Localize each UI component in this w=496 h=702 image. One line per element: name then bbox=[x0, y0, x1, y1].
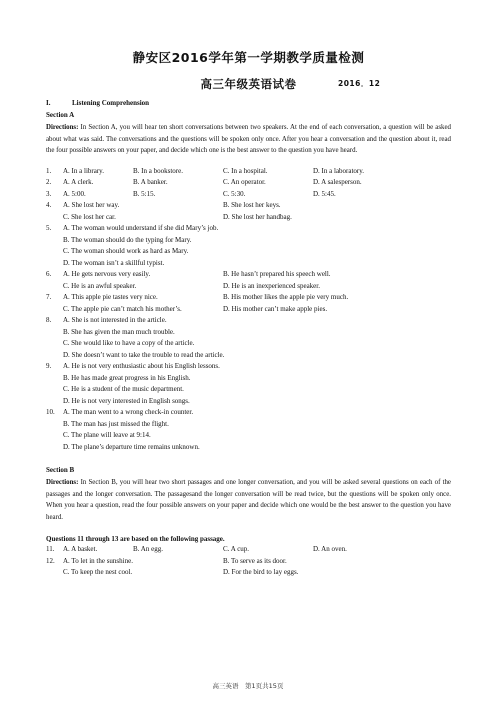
answer-option: A. She lost her way. bbox=[63, 201, 120, 209]
question-number: 4. bbox=[46, 201, 52, 209]
answer-option: A. The man went to a wrong check-in counter. bbox=[63, 408, 194, 416]
answer-option: B. In a bookstore. bbox=[133, 166, 183, 175]
part-title: Listening Comprehension bbox=[72, 99, 150, 107]
question-number: 6. bbox=[46, 270, 52, 278]
answer-option: A. In a library. bbox=[63, 166, 104, 175]
question-item bbox=[46, 189, 451, 201]
section-b-title: Section B bbox=[46, 466, 75, 474]
answer-option: A. This apple pie tastes very nice. bbox=[63, 293, 158, 301]
section-a-directions bbox=[46, 122, 451, 157]
page-footer: 高三英语 第1页共15页 bbox=[212, 682, 284, 690]
answer-option: C. In a hospital. bbox=[223, 166, 268, 175]
answer-option: C. To keep the nest cool. bbox=[63, 568, 133, 576]
answer-option: D. He is an inexperienced speaker. bbox=[223, 281, 320, 290]
answer-option: A. 5:00. bbox=[63, 189, 86, 198]
answer-option: C. She would like to have a copy of the article. bbox=[63, 339, 195, 347]
answer-option: B. A banker. bbox=[133, 178, 168, 186]
question-number: 11. bbox=[46, 545, 55, 553]
question-number: 8. bbox=[46, 316, 52, 324]
question-number: 12. bbox=[46, 556, 55, 565]
question-number: 3. bbox=[46, 189, 52, 198]
question-number: 7. bbox=[46, 293, 52, 301]
answer-option: D. He is not very interested in English songs. bbox=[63, 396, 190, 405]
answer-option: C. 5:30. bbox=[223, 189, 246, 198]
answer-option: C. The plane will leave at 9:14. bbox=[63, 431, 151, 439]
answer-option: D. His mother can’t make apple pies. bbox=[223, 304, 328, 313]
answer-option: B. To serve as its door. bbox=[223, 556, 287, 565]
answer-option: B. He has made great progress in his English. bbox=[63, 373, 191, 382]
answer-option: D. 5:45. bbox=[313, 189, 336, 198]
part-number: I. bbox=[46, 99, 51, 107]
answer-option: A. A basket. bbox=[63, 545, 98, 553]
section-b-directions bbox=[46, 477, 451, 523]
question-list-b bbox=[46, 544, 451, 579]
question-item bbox=[46, 361, 451, 407]
answer-option: B. She has given the man much trouble. bbox=[63, 327, 175, 336]
answer-option: B. He hasn’t prepared his speech well. bbox=[223, 270, 331, 278]
answer-option: B. 5:15. bbox=[133, 189, 156, 198]
answer-option: B. An egg. bbox=[133, 545, 163, 553]
answer-option: D. She doesn’t want to take the trouble to read the article. bbox=[63, 350, 225, 359]
question-number: 2. bbox=[46, 178, 52, 186]
answer-option: D. In a laboratory. bbox=[313, 166, 365, 175]
answer-option: A. She is not interested in the article. bbox=[63, 316, 167, 324]
answer-option: D. An oven. bbox=[313, 545, 347, 553]
answer-option: B. The man has just missed the flight. bbox=[63, 419, 169, 428]
question-number: 9. bbox=[46, 362, 52, 370]
answer-option: C. The woman should work as hard as Mary. bbox=[63, 247, 189, 255]
answer-option: C. A cup. bbox=[223, 545, 250, 553]
answer-option: C. An operator. bbox=[223, 178, 266, 186]
exam-page bbox=[46, 50, 451, 579]
answer-option: B. His mother likes the apple pie very much. bbox=[223, 293, 349, 301]
answer-option: C. He is an awful speaker. bbox=[63, 281, 137, 290]
exam-date: 2016．12 bbox=[338, 79, 381, 88]
question-item bbox=[46, 315, 451, 361]
question-item bbox=[46, 223, 451, 269]
question-number: 1. bbox=[46, 166, 52, 175]
question-list-a bbox=[46, 166, 451, 454]
question-number: 10. bbox=[46, 408, 55, 416]
answer-option: D. A salesperson. bbox=[313, 178, 362, 186]
exam-title: 静安区2016学年第一学期教学质量检测 bbox=[132, 50, 365, 65]
question-item bbox=[46, 292, 451, 315]
answer-option: A. To let in the sunshine. bbox=[63, 556, 133, 565]
answer-option: A. The woman would understand if she did Mary’s job. bbox=[63, 224, 219, 232]
directions-label: Directions: bbox=[46, 479, 79, 486]
section-a-title: Section A bbox=[46, 111, 75, 119]
answer-option: B. She lost her keys. bbox=[223, 201, 281, 209]
answer-option: A. A clerk. bbox=[63, 178, 94, 186]
answer-option: C. The apple pie can’t match his mother’s. bbox=[63, 304, 182, 313]
subtitle-row bbox=[46, 76, 451, 94]
question-group-heading: Questions 11 through 13 are based on the following passage. bbox=[46, 535, 225, 543]
question-item bbox=[46, 556, 451, 579]
answer-option: D. For the bird to lay eggs. bbox=[223, 568, 299, 576]
answer-option: C. He is a student of the music department. bbox=[63, 385, 184, 393]
answer-option: A. He is not very enthusiastic about his English lessons. bbox=[63, 362, 220, 370]
question-number: 5. bbox=[46, 224, 52, 232]
question-item bbox=[46, 166, 451, 178]
answer-option: D. The woman isn’t a skillful typist. bbox=[63, 258, 165, 267]
directions-text: In Section B, you will hear two short passages and one longer conversation, and you will be asked several questions on each of the passages and the longer conversation. The passagesand the longer conversation will be read twice, but the questions will be spoken only once. When you hear a question, read the four possible answers on your paper and decide which one would be the best answer to the question you have heard. bbox=[46, 479, 451, 521]
question-item bbox=[46, 544, 451, 556]
question-item bbox=[46, 269, 451, 292]
question-item bbox=[46, 177, 451, 189]
section-b bbox=[46, 465, 451, 579]
directions-label: Directions: bbox=[46, 124, 79, 131]
answer-option: D. She lost her handbag. bbox=[223, 212, 292, 221]
answer-option: C. She lost her car. bbox=[63, 212, 116, 221]
answer-option: D. The plane’s departure time remains unknown. bbox=[63, 442, 200, 451]
answer-option: A. He gets nervous very easily. bbox=[63, 270, 151, 278]
answer-option: B. The woman should do the typing for Mary. bbox=[63, 235, 192, 244]
part-heading bbox=[46, 98, 451, 108]
directions-text: In Section A, you will hear ten short conversations between two speakers. At the end of each conversation, a question will be asked about what was said. The conversations and the questions will be spoken only once. After you hear a conversation and the question about it, read the four possible answers on your paper, and decide which one is the best answer to the question you have heard. bbox=[46, 124, 451, 154]
question-item bbox=[46, 407, 451, 453]
exam-subtitle: 高三年级英语试卷 bbox=[200, 77, 297, 91]
question-item bbox=[46, 200, 451, 223]
